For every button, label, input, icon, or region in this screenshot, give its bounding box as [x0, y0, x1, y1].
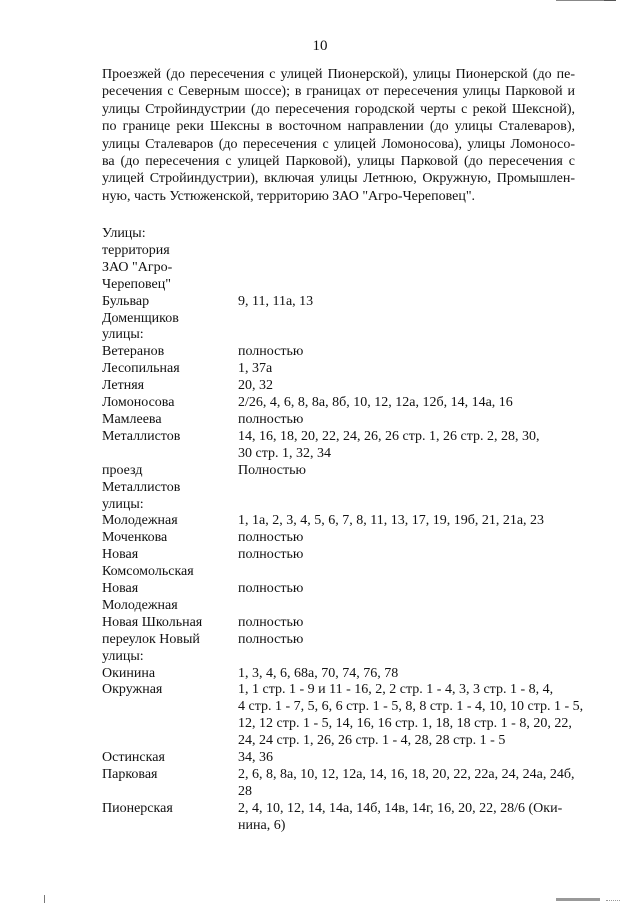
house-numbers [238, 682, 585, 750]
house-numbers [238, 497, 582, 514]
house-numbers-line: Полностью [238, 462, 306, 478]
house-numbers-line: 24, 24 стр. 1, 26, 26 стр. 1 - 4, 28, 28 стр. 1 - 5 [238, 733, 506, 749]
house-numbers [238, 344, 582, 361]
house-numbers [238, 243, 582, 294]
house-numbers-line: 1, 1а, 2, 3, 4, 5, 6, 7, 8, 11, 13, 17, 19, 19б, 21, 21а, 23 [238, 513, 545, 529]
house-numbers-line: 9, 11, 11а, 13 [238, 293, 314, 309]
house-numbers-line: 4 стр. 1 - 7, 5, 6, 6 стр. 1 - 5, 8, 8 стр. 1 - 4, 10, 10 стр. 1 - 5, [238, 699, 584, 715]
street-name [102, 682, 238, 750]
house-numbers [238, 361, 582, 378]
street-name-line: Остинская [102, 750, 165, 766]
scan-mark-bottom [0, 893, 640, 905]
house-numbers-line: полностью [238, 344, 304, 360]
street-row [102, 547, 582, 581]
house-numbers [238, 294, 582, 328]
street-name-line: территория [102, 242, 170, 258]
house-numbers [238, 666, 582, 683]
street-name [102, 429, 238, 463]
paragraph-line: по границе реки Шексны в восточном направлении (до улицы Сталеваров), [102, 119, 575, 135]
street-row [102, 243, 582, 294]
street-name-line: Новая [102, 547, 139, 563]
house-numbers [238, 327, 582, 344]
house-numbers-line: 28 [238, 783, 252, 799]
street-name [102, 395, 238, 412]
house-numbers [238, 395, 582, 412]
street-name [102, 801, 238, 835]
house-numbers-line: 1, 1 стр. 1 - 9 и 11 - 16, 2, 2 стр. 1 - 4, 3, 3 стр. 1 - 8, 4, [238, 682, 554, 698]
house-numbers-line: 34, 36 [238, 750, 273, 766]
street-row [102, 513, 582, 530]
street-name [102, 649, 238, 666]
street-row [102, 378, 582, 395]
street-name-line: Окинина [102, 665, 156, 681]
street-name [102, 497, 238, 514]
street-name [102, 243, 238, 294]
scan-mark-top [556, 0, 616, 5]
street-name-line: улицы: [102, 496, 144, 512]
house-numbers-line: полностью [238, 411, 304, 427]
street-row [102, 226, 582, 243]
street-name-line: Новая Школьная [102, 614, 203, 630]
street-name [102, 615, 238, 632]
house-numbers [238, 547, 582, 581]
street-row [102, 750, 582, 767]
paragraph-line: улицы Сталеваров (до пересечения с улицей Ломоносова), улицы Ломоносо- [102, 136, 575, 152]
house-numbers-line: полностью [238, 614, 304, 630]
street-name-line: Пионерская [102, 800, 173, 816]
house-numbers-line: 2, 4, 10, 12, 14, 14а, 14б, 14в, 14г, 16, 20, 22, 28/6 (Оки- [238, 800, 563, 816]
page-number: 10 [312, 38, 328, 54]
street-row [102, 530, 582, 547]
paragraph-line: ресечения с Северным шоссе); в границах от пересечения улицы Парковой и [102, 84, 575, 100]
paragraph-line: улицей Стройиндустрии), включая улицы Летнюю, Окружную, Промышлен- [102, 171, 575, 187]
street-name-line: улицы: [102, 327, 144, 343]
house-numbers-line: 20, 32 [238, 378, 273, 394]
street-row [102, 615, 582, 632]
house-numbers [238, 632, 582, 649]
street-row [102, 395, 582, 412]
paragraph-line: Проезжей (до пересечения с улицей Пионерской), улицы Пионерской (до пе- [102, 67, 575, 82]
street-row [102, 632, 582, 649]
street-row [102, 294, 582, 328]
house-numbers [238, 649, 582, 666]
street-row [102, 361, 582, 378]
house-numbers [238, 767, 582, 801]
paragraph-line: улицы Стройиндустрии (до пересечения городской черты с рекой Шексной), [102, 101, 575, 117]
street-name-line: Доменщиков [102, 310, 179, 326]
street-row [102, 801, 582, 835]
house-numbers-line: 2, 6, 8, 8а, 10, 12, 12а, 14, 16, 18, 20, 22, 22а, 24, 24а, 24б, [238, 767, 575, 782]
street-name [102, 412, 238, 429]
street-name [102, 666, 238, 683]
street-name-line: Парковая [102, 767, 158, 782]
house-numbers [238, 581, 582, 615]
street-row [102, 666, 582, 683]
street-name [102, 632, 238, 649]
house-numbers-line: 12, 12 стр. 1 - 5, 14, 16, 16 стр. 1, 18, 18 стр. 1 - 8, 20, 22, [238, 716, 572, 732]
house-numbers [238, 801, 582, 835]
street-name-line: Бульвар [102, 293, 150, 309]
street-list [102, 226, 582, 835]
street-name-line: Окружная [102, 682, 163, 698]
boundary-description-paragraph [102, 66, 575, 205]
street-name [102, 463, 238, 497]
street-name-line: Ветеранов [102, 344, 165, 360]
house-numbers-line: 1, 3, 4, 6, 68а, 70, 74, 76, 78 [238, 665, 399, 681]
street-name [102, 294, 238, 328]
street-name-line: Комсомольская [102, 564, 194, 580]
street-name-line: проезд [102, 462, 143, 478]
street-name [102, 361, 238, 378]
street-name-line: Молодежная [102, 597, 178, 613]
street-name-line: переулок Новый [102, 631, 200, 647]
house-numbers [238, 513, 582, 530]
street-name-line: Ломоносова [102, 395, 175, 411]
house-numbers-line: полностью [238, 530, 304, 546]
street-name-line: улицы: [102, 648, 144, 664]
street-name [102, 530, 238, 547]
street-name-line: Моченкова [102, 530, 168, 546]
paragraph-line: ную, часть Устюженской, территорию ЗАО "Агро-Череповец". [102, 188, 476, 204]
street-name [102, 767, 238, 801]
street-name-line: Металлистов [102, 479, 181, 495]
house-numbers-line: нина, 6) [238, 817, 286, 833]
house-numbers-line: 2/26, 4, 6, 8, 8а, 8б, 10, 12, 12а, 12б, 14, 14а, 16 [238, 395, 513, 411]
street-row [102, 649, 582, 666]
house-numbers [238, 530, 582, 547]
street-name-line: Череповец" [102, 276, 171, 292]
street-row [102, 412, 582, 429]
street-row [102, 767, 582, 801]
house-numbers [238, 226, 582, 243]
street-name [102, 378, 238, 395]
house-numbers [238, 412, 582, 429]
paragraph-line: ва (до пересечения с улицей Парковой), улицы Парковой (до пересечения с [102, 154, 575, 170]
house-numbers-line: полностью [238, 547, 304, 563]
street-name [102, 327, 238, 344]
street-name [102, 581, 238, 615]
street-name-line: Улицы: [102, 226, 146, 241]
street-row [102, 497, 582, 514]
house-numbers [238, 429, 582, 463]
street-name-line: Новая [102, 581, 139, 597]
street-name-line: Лесопильная [102, 361, 180, 377]
street-name-line: Металлистов [102, 428, 181, 444]
street-name [102, 226, 238, 243]
street-name-line: Мамлеева [102, 411, 162, 427]
house-numbers [238, 615, 582, 632]
house-numbers-line: 1, 37а [238, 361, 273, 377]
house-numbers [238, 750, 582, 767]
street-row [102, 344, 582, 361]
street-name-line: Летняя [102, 378, 145, 394]
house-numbers-line: полностью [238, 631, 304, 647]
house-numbers-line: 14, 16, 18, 20, 22, 24, 26, 26 стр. 1, 26 стр. 2, 28, 30, [238, 428, 540, 444]
street-row [102, 429, 582, 463]
street-name-line: Молодежная [102, 513, 178, 529]
house-numbers [238, 378, 582, 395]
street-name-line: ЗАО "Агро- [102, 259, 173, 275]
house-numbers-line: 30 стр. 1, 32, 34 [238, 445, 332, 461]
street-name [102, 750, 238, 767]
street-row [102, 581, 582, 615]
house-numbers-line: полностью [238, 581, 304, 597]
street-name [102, 513, 238, 530]
street-row [102, 682, 582, 750]
street-name [102, 547, 238, 581]
street-row [102, 463, 582, 497]
street-row [102, 327, 582, 344]
street-name [102, 344, 238, 361]
house-numbers [238, 463, 582, 497]
